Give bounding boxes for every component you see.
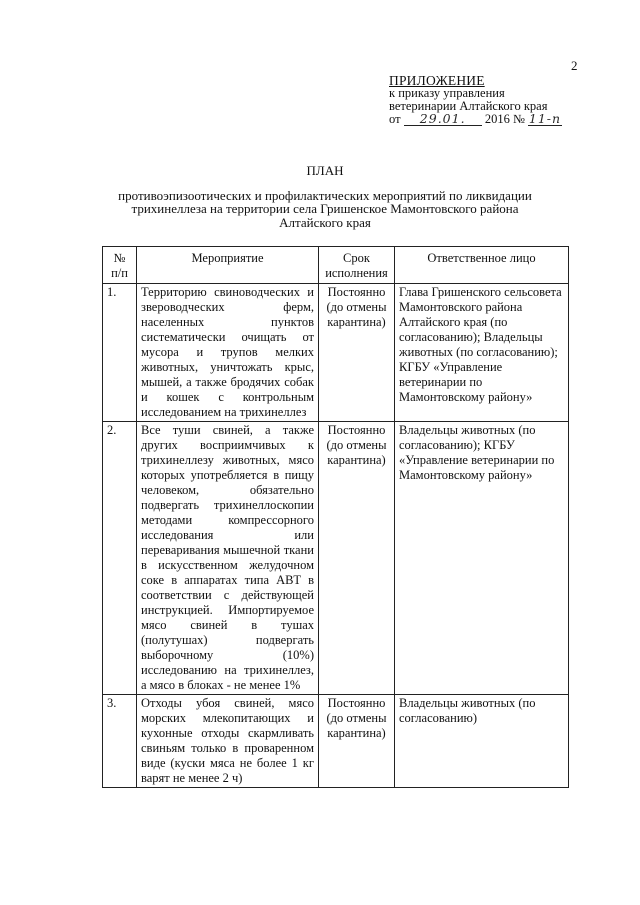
row-measure: Все туши свиней, а также других восприимчивых к трихинеллезу животных, мясо которых употребляется в пищу человеком, обязательно подвергать трихинеллоскопии методами компрессорного исследования или переваривания мышечной ткани в искусственном желудочном соке в аппаратах типа АВТ в соответствии с действующей инструкцией. Импортируемое мясо свиней в тушах (полутушах) подвергать выборочному (10%) исследованию на трихинеллез, а мясо в блоках - не менее 1% xyxy=(137,422,319,695)
appendix-line-department: ветеринарии Алтайского края xyxy=(389,99,548,113)
row-measure: Территорию свиноводческих и звероводческих ферм, населенных пунктов систематически очищать от мусора и трупов мелких животных, уничтожать крыс, мышей, а также бродячих собак и кошек с контрольным исследованием на трихинеллез xyxy=(137,284,319,422)
measures-table xyxy=(102,246,569,788)
plan-subtitle-3: Алтайского края xyxy=(279,214,371,230)
plan-title: ПЛАН xyxy=(306,163,344,178)
plan-heading xyxy=(90,164,560,229)
row-num: 3. xyxy=(103,695,137,788)
order-year: 2016 xyxy=(484,112,510,126)
page-number: 2 xyxy=(571,58,578,73)
number-sign: № xyxy=(512,112,525,126)
appendix-line-order: к приказу управления xyxy=(389,86,505,100)
table-row xyxy=(103,695,569,788)
plan-subtitle-2: трихинеллеза на территории села Гришенское Мамонтовского района xyxy=(131,201,519,216)
header-term: Срок исполнения xyxy=(319,247,395,284)
row-term: Постоянно (до отмены карантина) xyxy=(319,695,395,788)
table-header-row xyxy=(103,247,569,284)
row-term: Постоянно (до отмены карантина) xyxy=(319,422,395,695)
header-measure: Мероприятие xyxy=(137,247,319,284)
header-responsible: Ответственное лицо xyxy=(395,247,569,284)
handwritten-number: 11-п xyxy=(528,111,562,126)
table-row xyxy=(103,284,569,422)
plan-subtitle-1: противоэпизоотических и профилактических мероприятий по ликвидации xyxy=(118,187,532,203)
row-num: 2. xyxy=(103,422,137,695)
header-num: № п/п xyxy=(103,247,137,284)
row-responsible: Глава Гришенского сельсовета Мамонтовского района Алтайского края (по согласованию); Владельцы животных (по согласованию); КГБУ «Управление ветеринарии по Мамонтовскому району» xyxy=(395,284,569,422)
appendix-block xyxy=(389,74,562,126)
row-term: Постоянно (до отмены карантина) xyxy=(319,284,395,422)
table-row xyxy=(103,422,569,695)
row-responsible: Владельцы животных (по согласованию) xyxy=(395,695,569,788)
row-measure: Отходы убоя свиней, мясо морских млекопитающих и кухонные отходы скармливать свиньям только в проваренном виде (куски мяса не более 1 кг варят не менее 2 ч) xyxy=(137,695,319,788)
appendix-title: ПРИЛОЖЕНИЕ xyxy=(389,73,485,88)
appendix-dateline xyxy=(389,113,562,126)
handwritten-date: 29.01. xyxy=(419,111,466,126)
date-prefix: от xyxy=(389,112,401,126)
row-responsible: Владельцы животных (по согласованию); КГБУ «Управление ветеринарии по Мамонтовскому району» xyxy=(395,422,569,695)
row-num: 1. xyxy=(103,284,137,422)
